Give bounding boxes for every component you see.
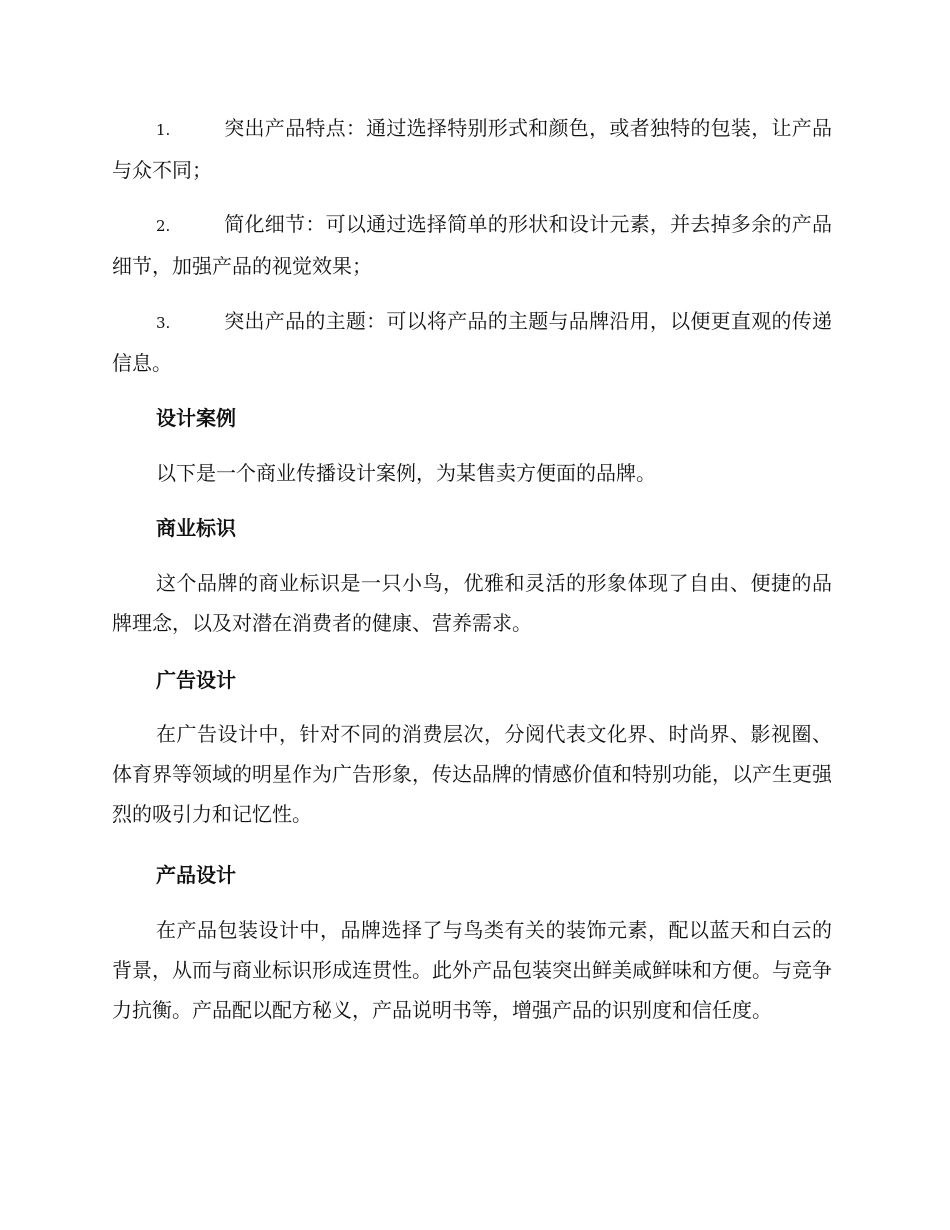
section-body xyxy=(112,714,832,834)
section-heading: 商业标识 xyxy=(156,516,236,540)
section-body xyxy=(112,910,832,1030)
section-heading: 产品设计 xyxy=(156,863,236,887)
list-number: 1. xyxy=(156,121,171,139)
section-heading: 设计案例 xyxy=(156,406,236,430)
list-item-1 xyxy=(112,108,832,190)
paragraph: 这个品牌的商业标识是一只小鸟，优雅和灵活的形象体现了自由、便捷的品牌理念，以及对潜在消费者的健康、营养需求。 xyxy=(112,571,832,635)
list-text: 突出产品的主题：可以将产品的主题与品牌沿用，以便更直观的传递信息。 xyxy=(112,309,832,375)
list-item-2 xyxy=(112,204,832,286)
list-text: 简化细节：可以通过选择简单的形状和设计元素，并去掉多余的产品细节，加强产品的视觉效果； xyxy=(112,212,832,278)
section-body xyxy=(112,453,832,493)
list-item-3 xyxy=(112,301,832,383)
paragraph: 以下是一个商业传播设计案例，为某售卖方便面的品牌。 xyxy=(156,461,656,485)
list-number: 3. xyxy=(156,314,171,332)
list-text: 突出产品特点：通过选择特别形式和颜色，或者独特的包装，让产品与众不同； xyxy=(112,116,832,182)
paragraph: 在产品包装设计中，品牌选择了与鸟类有关的装饰元素，配以蓝天和白云的背景，从而与商业标识形成连贯性。此外产品包装突出鲜美咸鲜味和方便。与竞争力抗衡。产品配以配方秘义，产品说明书等，增强产品的识别度和信任度。 xyxy=(112,918,832,1022)
list-number: 2. xyxy=(156,217,171,235)
section-body xyxy=(112,563,832,643)
section-heading: 广告设计 xyxy=(156,668,236,692)
paragraph: 在广告设计中，针对不同的消费层次，分阅代表文化界、时尚界、影视圈、体育界等领域的明星作为广告形象，传达品牌的情感价值和特别功能，以产生更强烈的吸引力和记忆性。 xyxy=(112,722,832,826)
